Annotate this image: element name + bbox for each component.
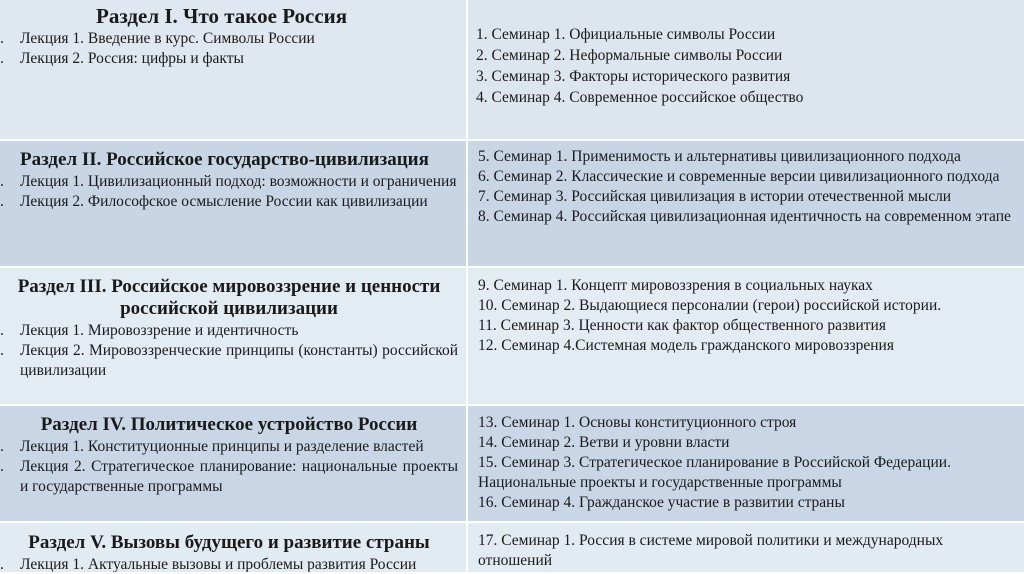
seminar-14: 14. Семинар 2. Ветви и уровни власти [478,434,730,451]
seminar-7: 7. Семинар 3. Российская цивилизация в истории отечественной мысли [478,188,952,205]
seminar-16: 16. Семинар 4. Гражданское участие в развитии страны [478,494,845,511]
section-3-lecture-1: . Лекция 1. Мировоззрение и идентичность [0,322,299,339]
section-4-seminars-cell [468,406,1024,523]
section-2-lecture-1: . Лекция 1. Цивилизационный подход: возможности и ограничения [0,173,457,190]
section-1-lectures-cell [0,0,468,141]
seminar-11: 11. Семинар 3. Ценности как фактор общественного развития [478,317,886,334]
section-3-lecture-2: . Лекция 2. Мировоззренческие принципы (константы) российской цивилизации [0,342,458,379]
section-4-lectures-cell [0,406,468,523]
section-2-lectures-cell [0,141,468,268]
section-1-title: Раздел I. Что такое Россия [96,4,348,28]
seminar-17: 17. Семинар 1. Россия в системе мировой политики и международных отношений [478,532,944,569]
seminar-10: 10. Семинар 2. Выдающиеся персоналии (герои) российской истории. [478,297,942,314]
section-5-seminars-cell [468,523,1024,574]
section-2-seminars-cell [468,141,1024,268]
section-1-lecture-2: . Лекция 2. Россия: цифры и факты [0,50,244,67]
seminar-5: 5. Семинар 1. Применимость и альтернативы цивилизационного подхода [478,148,961,165]
section-1-lecture-1: . Лекция 1. Введение в курс. Символы России [0,30,315,47]
seminar-9: 9. Семинар 1. Концепт мировоззрения в социальных науках [478,277,873,294]
section-3-lectures-cell [0,268,468,406]
section-5-title: Раздел V. Вызовы будущего и развитие страны [28,532,430,553]
seminar-12: 12. Семинар 4.Системная модель гражданского мировоззрения [478,337,894,354]
seminar-6: 6. Семинар 2. Классические и современные версии цивилизационного подхода [478,168,1000,185]
seminar-13: 13. Семинар 1. Основы конституционного строя [478,414,797,431]
section-4-lecture-1: . Лекция 1. Конституционные принципы и разделение властей [0,438,424,455]
seminar-8: 8. Семинар 4. Российская цивилизационная идентичность на современном этапе [478,208,1011,225]
section-1-seminars-cell [468,0,1024,141]
section-5-lectures-cell [0,523,468,574]
seminar-2: 2. Семинар 2. Неформальные символы России [476,47,783,64]
section-5-lecture-1: . Лекция 1. Актуальные вызовы и проблемы развития России [0,556,417,573]
section-4-title: Раздел IV. Политическое устройство России [40,414,418,435]
section-2-title: Раздел II. Российское государство-цивилизация [20,149,429,170]
seminar-1: 1. Семинар 1. Официальные символы России [476,26,776,43]
seminar-4: 4. Семинар 4. Современное российское общество [476,89,804,106]
section-2-lecture-2: . Лекция 2. Философское осмысление России как цивилизации [0,193,428,210]
section-3-seminars-cell [468,268,1024,406]
seminar-3: 3. Семинар 3. Факторы исторического развития [476,68,791,85]
section-4-lecture-2: . Лекция 2. Стратегическое планирование: национальные проекты и государственные программы [0,458,458,495]
section-3-title: Раздел III. Российское мировоззрение и ценности российской цивилизации [17,276,441,319]
seminar-15: 15. Семинар 3. Стратегическое планирование в Российской Федерации. Национальные проекты и государственные программы [478,454,951,491]
